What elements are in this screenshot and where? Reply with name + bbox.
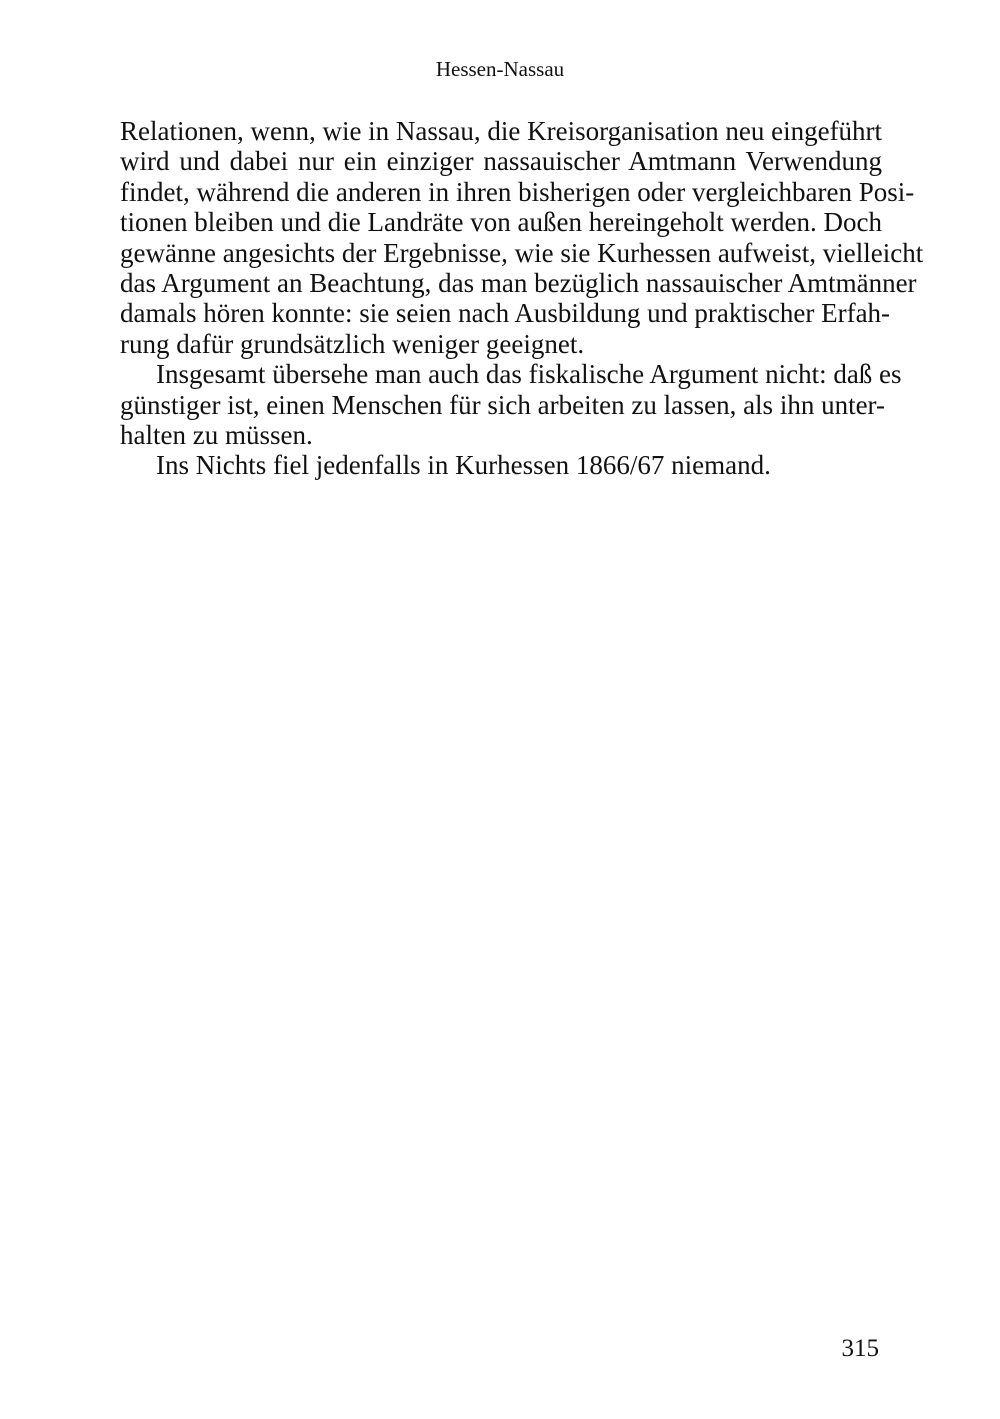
text-line: Ins Nichts fiel jedenfalls in Kurhessen 1866/67 niemand.: [156, 450, 771, 481]
text-line: günstiger ist, einen Menschen für sich arbeiten zu lassen, als ihn unter-: [120, 389, 885, 420]
text-line: Insgesamt übersehe man auch das fiskalische Argument nicht: daß es: [156, 359, 902, 390]
text-line: rung dafür grundsätzlich weniger geeignet.: [120, 328, 585, 359]
text-line: damals hören konnte: sie seien nach Ausbildung und praktischer Erfah-: [120, 298, 891, 329]
text-line: das Argument an Beachtung, das man bezüglich nassauischer Amtmänner: [120, 267, 917, 298]
body-text: [120, 116, 924, 481]
text-line: gewänne angesichts der Ergebnisse, wie sie Kurhessen aufweist, vielleicht: [120, 237, 924, 268]
text-line: halten zu müssen.: [120, 419, 313, 450]
text-line: findet, während die anderen in ihren bisherigen oder vergleichbaren Posi-: [120, 176, 915, 207]
page-number: 315: [841, 1335, 879, 1362]
running-head: Hessen-Nassau: [435, 57, 565, 81]
text-line: wird und dabei nur ein einziger nassauischer Amtmann Verwendung: [120, 146, 882, 177]
text-line: Relationen, wenn, wie in Nassau, die Kreisorganisation neu eingeführt: [120, 116, 883, 146]
text-line: tionen bleiben und die Landräte von außen hereingeholt werden. Doch: [120, 207, 882, 238]
